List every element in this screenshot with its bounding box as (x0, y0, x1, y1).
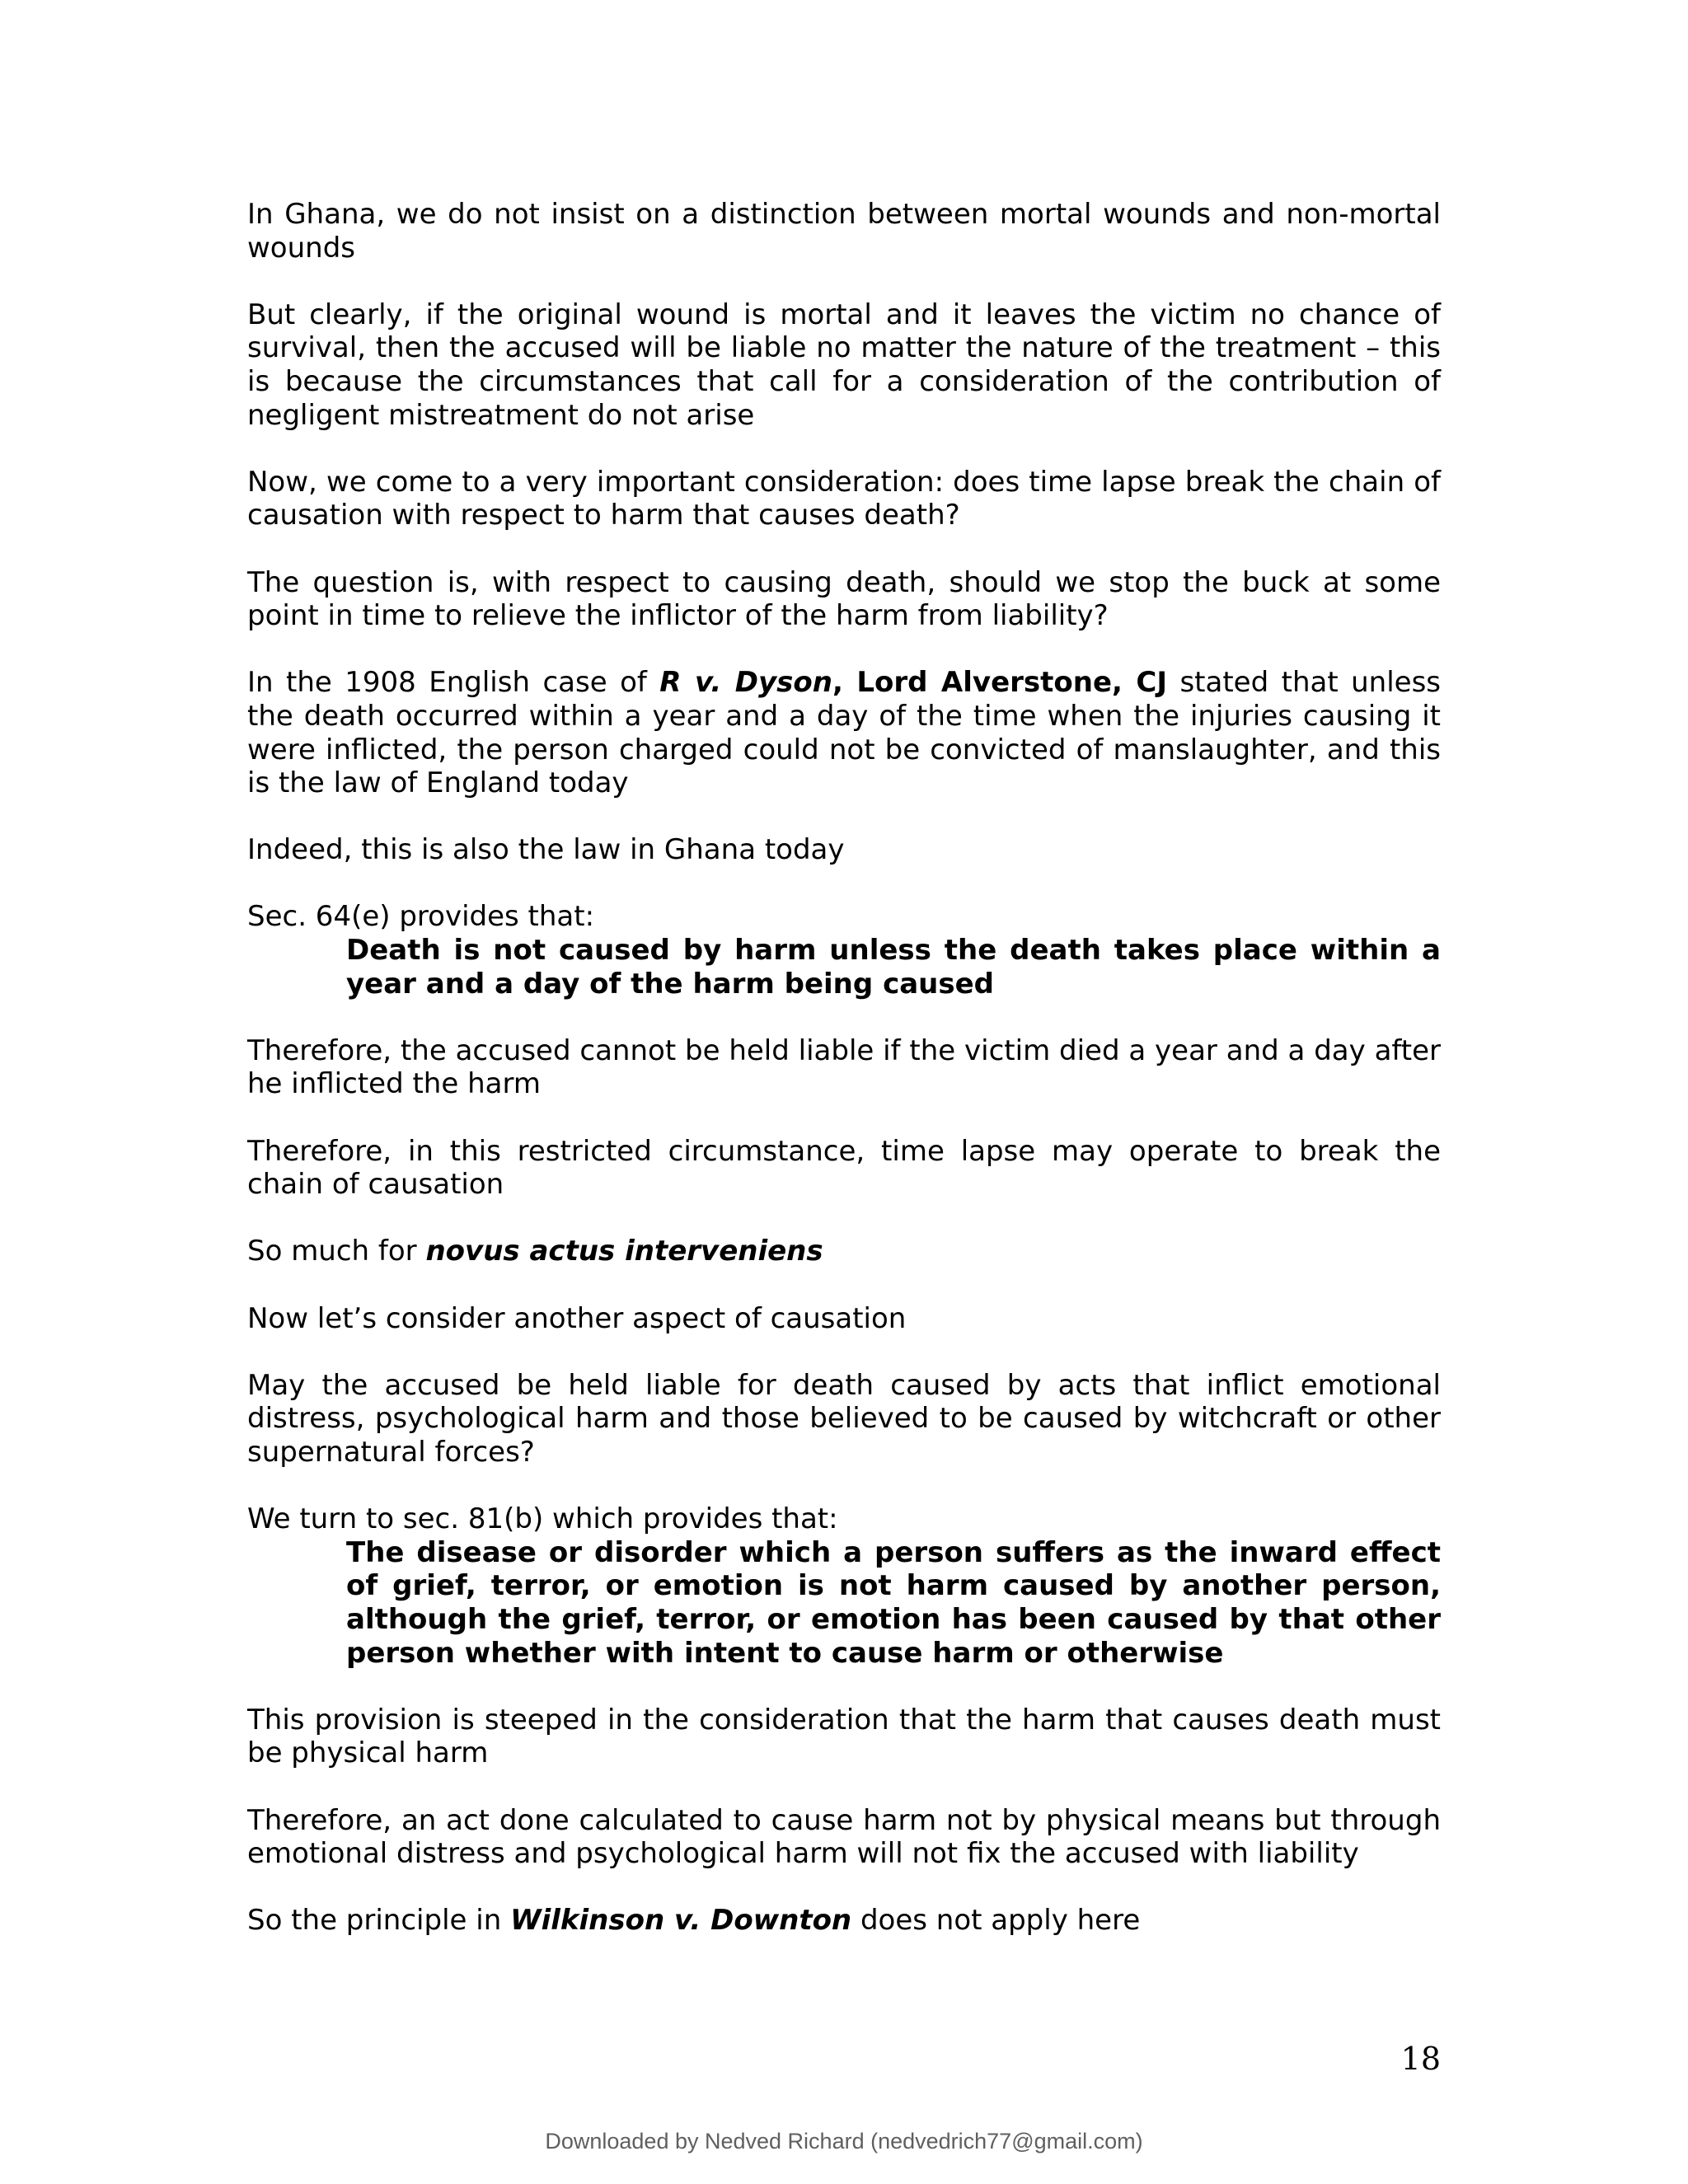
section-81b-lead: We turn to sec. 81(b) which provides that: (247, 1502, 838, 1536)
page-number: 18 (1400, 2041, 1441, 2077)
paragraph-stop-the-buck: The question is, with respect to causing death, should we stop the buck at some point in time to relieve the inflictor of the harm from liability? (247, 565, 1441, 633)
paragraph-original-wound: But clearly, if the original wound is mortal and it leaves the victim no chance of survival, then the accused will be liable no matter the nature of the treatment – this is because the circumstances that call for a consideration of the contribution of negligent mistreatment do not arise (247, 298, 1441, 432)
text-segment: does not apply here (851, 1904, 1141, 1938)
case-name-wilkinson-v-downton: Wilkinson v. Downton (510, 1904, 852, 1938)
document-body (247, 198, 1441, 1971)
term-novus-actus-interveniens: novus actus interveniens (425, 1235, 823, 1268)
paragraph-another-aspect: Now let’s consider another aspect of causation (247, 1301, 907, 1335)
paragraph-emotional-distress-question: May the accused be held liable for death caused by acts that inflict emotional distress, psychological harm and those believed to be caused by witchcraft or other supernatural forces? (247, 1368, 1441, 1469)
section-64e-quote: Death is not caused by harm unless the death takes place within a year and a day of the harm being caused (346, 934, 1441, 1001)
paragraph-mortal-wounds: In Ghana, we do not insist on a distinction between mortal wounds and non-mortal wounds (247, 198, 1441, 265)
paragraph-no-liability: Therefore, an act done calculated to cause harm not by physical means but through emotional distress and psychological harm will not fix the accused with liability (247, 1803, 1441, 1871)
paragraph-restricted-circumstance: Therefore, in this restricted circumstance, time lapse may operate to break the chain of causation (247, 1134, 1441, 1202)
paragraph-wilkinson-v-downton (247, 1904, 1441, 1938)
paragraph-physical-harm: This provision is steeped in the consideration that the harm that causes death must be physical harm (247, 1703, 1441, 1770)
text-segment: stated that unless the death occurred within a year and a day of the time when the injuries causing it were inflicted, the person charged could not be convicted of manslaughter, and this is the law of England today (247, 666, 1442, 800)
paragraph-time-lapse-question: Now, we come to a very important consideration: does time lapse break the chain of causation with respect to harm that causes death? (247, 465, 1441, 532)
case-name-r-v-dyson: R v. Dyson (659, 666, 832, 700)
text-segment: In the 1908 English case of (247, 666, 660, 700)
paragraph-accused-not-liable: Therefore, the accused cannot be held liable if the victim died a year and a day after he inflicted the harm (247, 1033, 1441, 1101)
judge-name: , Lord Alverstone, CJ (832, 666, 1168, 700)
text-segment: So much for (247, 1235, 426, 1268)
section-81b-quote: The disease or disorder which a person suffers as the inward effect of grief, terror, or emotion is not harm caused by another person, although the grief, terror, or emotion has been caused by that other person whether with intent to cause harm or otherwise (346, 1535, 1441, 1670)
paragraph-r-v-dyson (247, 666, 1441, 799)
paragraph-novus-actus (247, 1235, 1441, 1268)
section-64e-lead: Sec. 64(e) provides that: (247, 900, 595, 934)
download-footer: Downloaded by Nedved Richard (nedvedrich77@gmail.com) (545, 2129, 1143, 2154)
text-segment: So the principle in (247, 1904, 511, 1938)
paragraph-law-in-ghana: Indeed, this is also the law in Ghana today (247, 833, 845, 867)
